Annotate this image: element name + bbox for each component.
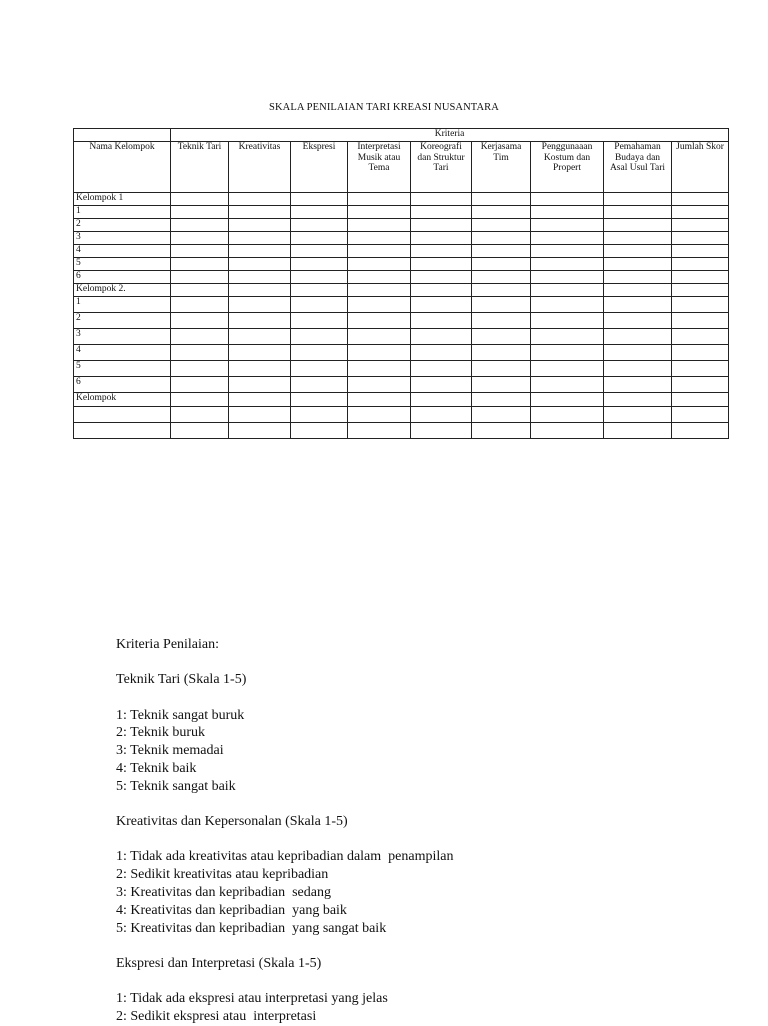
score-cell	[348, 423, 411, 439]
score-cell	[229, 284, 291, 297]
score-cell	[229, 393, 291, 407]
score-cell	[411, 377, 472, 393]
score-cell	[291, 407, 348, 423]
score-cell	[291, 245, 348, 258]
score-cell	[348, 245, 411, 258]
score-cell	[411, 219, 472, 232]
score-cell	[171, 258, 229, 271]
score-cell	[171, 393, 229, 407]
score-cell	[291, 232, 348, 245]
criteria-header: Interpretasi Musik atau Tema	[348, 142, 411, 193]
criteria-guide	[116, 636, 736, 1026]
score-cell	[171, 377, 229, 393]
score-cell	[472, 361, 531, 377]
score-cell	[229, 361, 291, 377]
score-cell	[472, 193, 531, 206]
score-cell	[348, 313, 411, 329]
score-cell	[604, 313, 672, 329]
score-cell	[229, 258, 291, 271]
score-cell	[531, 284, 604, 297]
score-cell	[171, 407, 229, 423]
scale-item: 3: Teknik memadai	[116, 743, 224, 759]
score-cell	[291, 219, 348, 232]
score-cell	[229, 245, 291, 258]
score-cell	[672, 232, 729, 245]
score-cell	[604, 377, 672, 393]
score-cell	[291, 297, 348, 313]
score-cell	[229, 407, 291, 423]
score-cell	[291, 193, 348, 206]
criteria-group-header: Kriteria	[171, 129, 729, 142]
scale-item: 3: Kreativitas dan kepribadian sedang	[116, 884, 331, 900]
score-cell	[411, 407, 472, 423]
score-cell	[604, 297, 672, 313]
member-number: 3	[74, 329, 171, 345]
member-number	[74, 407, 171, 423]
score-cell	[171, 361, 229, 377]
score-cell	[472, 206, 531, 219]
score-cell	[472, 258, 531, 271]
score-cell	[229, 313, 291, 329]
scale-item: 4: Kreativitas dan kepribadian yang baik	[116, 902, 347, 918]
score-cell	[672, 423, 729, 439]
score-cell	[604, 271, 672, 284]
criteria-header: Ekspresi	[291, 142, 348, 193]
score-cell	[348, 258, 411, 271]
criteria-header: Pemahaman Budaya dan Asal Usul Tari	[604, 142, 672, 193]
score-cell	[531, 206, 604, 219]
score-cell	[604, 232, 672, 245]
score-cell	[348, 377, 411, 393]
score-cell	[672, 284, 729, 297]
score-cell	[604, 329, 672, 345]
score-cell	[531, 258, 604, 271]
score-cell	[229, 232, 291, 245]
score-cell	[531, 232, 604, 245]
score-cell	[472, 407, 531, 423]
score-cell	[411, 361, 472, 377]
score-cell	[291, 361, 348, 377]
member-number: 2	[74, 313, 171, 329]
section-title: Kreativitas dan Kepersonalan (Skala 1-5)	[116, 814, 348, 830]
score-cell	[411, 258, 472, 271]
table-row	[74, 245, 729, 258]
table-row	[74, 284, 729, 297]
score-cell	[604, 393, 672, 407]
member-number: 5	[74, 361, 171, 377]
scale-item: 1: Teknik sangat buruk	[116, 707, 245, 723]
score-cell	[531, 393, 604, 407]
score-cell	[171, 232, 229, 245]
member-number: 4	[74, 245, 171, 258]
score-cell	[472, 377, 531, 393]
table-row	[74, 345, 729, 361]
table-row	[74, 206, 729, 219]
member-number	[74, 423, 171, 439]
score-cell	[531, 377, 604, 393]
score-cell	[672, 361, 729, 377]
score-cell	[472, 219, 531, 232]
score-cell	[229, 377, 291, 393]
score-cell	[604, 245, 672, 258]
table-row	[74, 423, 729, 439]
score-cell	[171, 297, 229, 313]
score-cell	[348, 393, 411, 407]
score-cell	[531, 297, 604, 313]
score-cell	[171, 219, 229, 232]
section-title: Ekspresi dan Interpretasi (Skala 1-5)	[116, 955, 322, 971]
score-cell	[411, 313, 472, 329]
score-cell	[672, 206, 729, 219]
scale-item: 2: Sedikit ekspresi atau interpretasi	[116, 1008, 317, 1024]
score-cell	[672, 297, 729, 313]
table-row	[74, 297, 729, 313]
score-cell	[348, 284, 411, 297]
table-row	[74, 219, 729, 232]
score-cell	[672, 345, 729, 361]
score-cell	[472, 284, 531, 297]
score-cell	[348, 361, 411, 377]
score-cell	[171, 329, 229, 345]
group-label: Kelompok 2.	[74, 284, 171, 297]
score-cell	[472, 423, 531, 439]
score-cell	[672, 271, 729, 284]
score-cell	[672, 219, 729, 232]
score-cell	[411, 345, 472, 361]
score-cell	[472, 245, 531, 258]
scale-item: 2: Teknik buruk	[116, 725, 205, 741]
score-cell	[348, 271, 411, 284]
score-cell	[348, 206, 411, 219]
score-cell	[291, 206, 348, 219]
score-cell	[229, 206, 291, 219]
score-cell	[411, 284, 472, 297]
score-cell	[229, 329, 291, 345]
table-row	[74, 193, 729, 206]
score-cell	[291, 393, 348, 407]
score-cell	[604, 345, 672, 361]
scale-item: 4: Teknik baik	[116, 760, 197, 776]
score-cell	[411, 232, 472, 245]
scale-item: 5: Teknik sangat baik	[116, 778, 236, 794]
section-title: Teknik Tari (Skala 1-5)	[116, 672, 247, 688]
score-cell	[531, 345, 604, 361]
table-row	[74, 393, 729, 407]
score-cell	[472, 345, 531, 361]
score-cell	[229, 219, 291, 232]
assessment-table	[73, 128, 729, 439]
score-cell	[171, 313, 229, 329]
scale-item: 5: Kreativitas dan kepribadian yang sangat baik	[116, 920, 387, 936]
score-cell	[229, 271, 291, 284]
table-row	[74, 407, 729, 423]
group-label: Kelompok 1	[74, 193, 171, 206]
table-row	[74, 361, 729, 377]
score-cell	[348, 297, 411, 313]
criteria-header: Koreografi dan Struktur Tari	[411, 142, 472, 193]
score-cell	[672, 193, 729, 206]
score-cell	[531, 193, 604, 206]
scale-item: 2: Sedikit kreativitas atau kepribadian	[116, 867, 329, 883]
score-cell	[672, 313, 729, 329]
score-cell	[229, 193, 291, 206]
score-cell	[171, 423, 229, 439]
score-cell	[411, 206, 472, 219]
member-number: 6	[74, 377, 171, 393]
score-cell	[291, 423, 348, 439]
score-cell	[531, 329, 604, 345]
group-label: Kelompok	[74, 393, 171, 407]
score-cell	[604, 206, 672, 219]
score-cell	[291, 313, 348, 329]
scale-item: 1: Tidak ada kreativitas atau kepribadian dalam penampilan	[116, 849, 454, 865]
score-cell	[348, 219, 411, 232]
score-cell	[411, 245, 472, 258]
score-cell	[472, 313, 531, 329]
score-cell	[229, 345, 291, 361]
empty-header-cell	[74, 129, 171, 142]
criteria-header: Penggunaaan Kostum dan Propert	[531, 142, 604, 193]
score-cell	[171, 284, 229, 297]
table-row	[74, 377, 729, 393]
score-cell	[348, 407, 411, 423]
score-cell	[604, 219, 672, 232]
score-cell	[531, 271, 604, 284]
group-name-header: Nama Kelompok	[74, 142, 171, 193]
score-cell	[672, 245, 729, 258]
score-cell	[672, 407, 729, 423]
score-cell	[291, 258, 348, 271]
score-cell	[531, 361, 604, 377]
score-cell	[604, 284, 672, 297]
score-cell	[672, 377, 729, 393]
table-row	[74, 313, 729, 329]
score-cell	[411, 329, 472, 345]
score-cell	[291, 284, 348, 297]
score-cell	[604, 193, 672, 206]
score-cell	[291, 271, 348, 284]
score-cell	[472, 297, 531, 313]
score-cell	[348, 329, 411, 345]
score-cell	[171, 206, 229, 219]
score-cell	[672, 393, 729, 407]
score-cell	[604, 407, 672, 423]
score-cell	[472, 329, 531, 345]
score-cell	[672, 329, 729, 345]
score-cell	[291, 345, 348, 361]
score-cell	[348, 345, 411, 361]
table-row	[74, 232, 729, 245]
score-cell	[291, 329, 348, 345]
score-cell	[472, 271, 531, 284]
score-cell	[672, 258, 729, 271]
score-cell	[411, 393, 472, 407]
member-number: 1	[74, 206, 171, 219]
criteria-header: Kerjasama Tim	[472, 142, 531, 193]
score-cell	[531, 245, 604, 258]
score-cell	[604, 361, 672, 377]
member-number: 2	[74, 219, 171, 232]
criteria-header: Teknik Tari	[171, 142, 229, 193]
score-cell	[472, 232, 531, 245]
score-cell	[531, 423, 604, 439]
score-cell	[531, 219, 604, 232]
score-cell	[171, 345, 229, 361]
score-cell	[411, 423, 472, 439]
table-row	[74, 271, 729, 284]
score-cell	[171, 193, 229, 206]
scale-item: 1: Tidak ada ekspresi atau interpretasi yang jelas	[116, 991, 388, 1007]
member-number: 3	[74, 232, 171, 245]
table-row	[74, 258, 729, 271]
member-number: 4	[74, 345, 171, 361]
total-score-header: Jumlah Skor	[672, 142, 729, 193]
score-cell	[531, 313, 604, 329]
score-cell	[411, 297, 472, 313]
member-number: 5	[74, 258, 171, 271]
criteria-heading: Kriteria Penilaian:	[116, 637, 220, 652]
score-cell	[171, 271, 229, 284]
score-cell	[171, 245, 229, 258]
criteria-header: Kreativitas	[229, 142, 291, 193]
score-cell	[348, 232, 411, 245]
score-cell	[472, 393, 531, 407]
score-cell	[229, 423, 291, 439]
page-title: SKALA PENILAIAN TARI KREASI NUSANTARA	[269, 102, 499, 113]
score-cell	[348, 193, 411, 206]
score-cell	[229, 297, 291, 313]
score-cell	[531, 407, 604, 423]
score-cell	[291, 377, 348, 393]
score-cell	[604, 423, 672, 439]
table-row	[74, 329, 729, 345]
member-number: 6	[74, 271, 171, 284]
member-number: 1	[74, 297, 171, 313]
score-cell	[411, 193, 472, 206]
score-cell	[411, 271, 472, 284]
score-cell	[604, 258, 672, 271]
